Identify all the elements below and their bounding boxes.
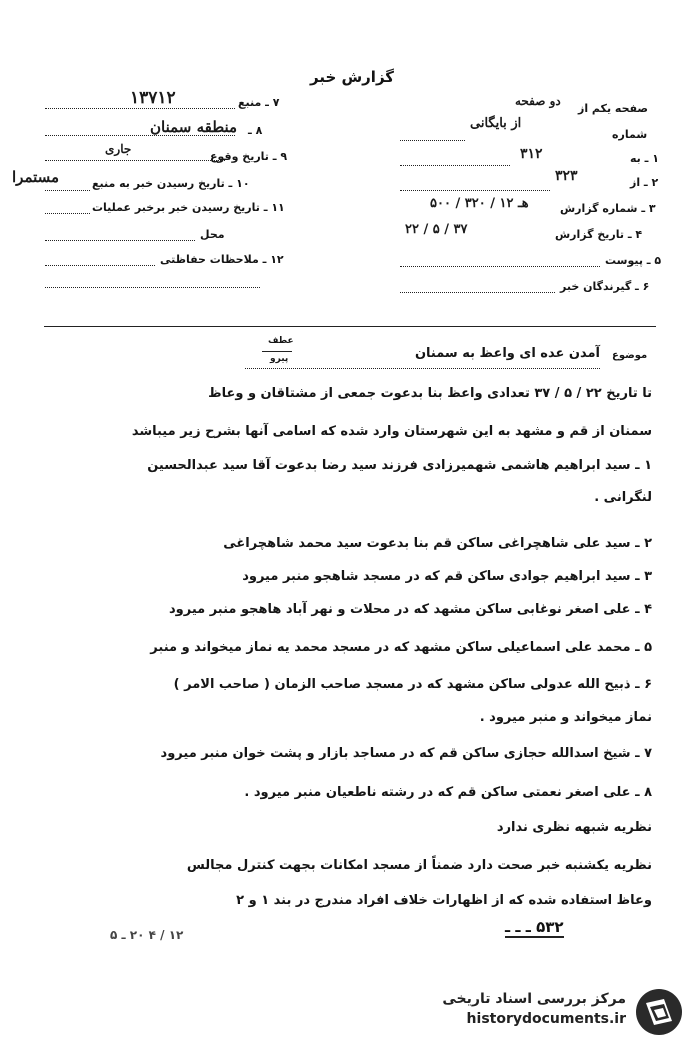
bottom-note: ۱۲ / ۴ ۲۰ ـ ۵ xyxy=(110,928,184,942)
field-page-value: دو صفحه xyxy=(515,94,561,108)
subject-annotation-top: عطف xyxy=(268,336,294,346)
body-line: ۵ ـ محمد علی اسماعیلی ساکن مشهد که در مسجد محمد یه نماز میخواند و منبر xyxy=(150,640,652,655)
field-received-value: مستمرا xyxy=(12,168,60,186)
field-occurrence-label: ۹ ـ تاریخ وقوع xyxy=(210,150,288,163)
field-region-label: ۸ ـ xyxy=(248,124,263,137)
field-number-value: از بایگانی xyxy=(470,116,522,131)
header-divider xyxy=(44,326,656,327)
body-line: ۶ ـ ذبیح الله عدولی ساکن مشهد که در مسجد صاحب الزمان ( صاحب الامر ) xyxy=(173,677,652,692)
body-line: ۴ ـ علی اصغر نوغابی ساکن مشهد که در محلات و نهر آباد هاهجو منبر میرود xyxy=(168,602,652,617)
field-occurrence-value: جاری xyxy=(105,142,132,156)
body-line: سمنان از قم و مشهد به این شهرستان وارد شده که اسامی آنها بشرح زیر میباشد xyxy=(131,424,652,439)
field-page-label: صفحه یکم از xyxy=(578,102,649,115)
body-line: لنگرانی . xyxy=(594,490,652,505)
body-line: ۲ ـ سید علی شاهچراغی ساکن قم بنا بدعوت سید محمد شاهچراغی xyxy=(223,536,652,551)
field-security-label: ۱۲ ـ ملاحظات حفاظتی xyxy=(160,253,284,266)
field-source-value: ۱۳۷۱۲ xyxy=(130,88,176,108)
body-line: ۷ ـ شیخ اسدالله حجازی ساکن قم که در مساجد بازار و پشت خوان منبر میرود xyxy=(160,746,652,761)
report-title: گزارش خبر xyxy=(309,68,395,86)
body-line: نظریه یکشنبه خبر صحت دارد ضمناً از مسجد امکانات بجهت کنترل مجالس xyxy=(186,858,652,873)
field-number-label: شماره xyxy=(612,128,648,141)
field-ops-label: ۱۱ ـ تاریخ رسیدن خبر برخبر عملیات xyxy=(92,201,285,214)
field-attachment-label: ۵ ـ پیوست xyxy=(605,254,662,267)
field-to-value: ۳۱۲ xyxy=(520,146,543,162)
field-report-date-label: ۴ ـ تاریخ گزارش xyxy=(555,228,643,241)
field-received-label: ۱۰ ـ تاریخ رسیدن خبر به منبع xyxy=(92,177,250,190)
bottom-stamp: ۵۳۲ ـ ـ ـ xyxy=(505,918,564,936)
subject-text: آمدن عده ای واعظ به سمنان xyxy=(414,346,600,361)
body-line: ۳ ـ سید ابراهیم جوادی ساکن قم که در مسجد شاهجو منبر میرود xyxy=(242,569,652,584)
subject-annotation-bottom: پیرو xyxy=(270,354,289,364)
field-from-label: ۲ ـ از xyxy=(630,176,659,189)
field-recipients-label: ۶ ـ گیرندگان خبر xyxy=(560,280,650,293)
body-line: نظریه شبهه نظری ندارد xyxy=(496,820,652,835)
body-line: ۸ ـ علی اصغر نعمتی ساکن قم که در رشته ناطعیان منبر میرود . xyxy=(244,785,652,800)
watermark-title: مرکز بررسی اسناد تاریخی xyxy=(442,991,626,1007)
field-to-label: ۱ ـ به xyxy=(630,152,659,165)
field-region-value: منطقه سمنان xyxy=(150,118,238,136)
watermark-url: historydocuments.ir xyxy=(466,1011,626,1027)
body-line: تا تاریخ ۲۲ / ۵ / ۳۷ تعدادی واعظ بنا بدعوت جمعی از مشتاقان و وعاظ xyxy=(208,386,652,401)
document-center-logo-icon xyxy=(634,987,684,1037)
watermark xyxy=(420,985,690,1040)
field-source-label: ۷ ـ منبع xyxy=(238,96,280,109)
field-from-value: ۳۲۳ xyxy=(555,168,578,184)
field-place-label: محل xyxy=(200,228,225,241)
field-report-date-value: ۲۲ / ۵ / ۳۷ xyxy=(405,222,468,237)
field-report-number-value: ۵۰۰ / ۳۲۰ / ۱۲ هـ xyxy=(430,196,529,211)
field-report-number-label: ۳ ـ شماره گزارش xyxy=(560,202,656,215)
body-line: وعاظ استفاده شده که از اظهارات خلاف افراد مندرج در بند ۱ و ۲ xyxy=(236,893,652,908)
subject-label: موضوع xyxy=(612,350,648,361)
body-line: نماز میخواند و منبر میرود . xyxy=(479,710,652,725)
body-line: ۱ ـ سید ابراهیم هاشمی شهمیرزادی فرزند سید رضا بدعوت آقا سید عبدالحسین xyxy=(147,458,652,473)
